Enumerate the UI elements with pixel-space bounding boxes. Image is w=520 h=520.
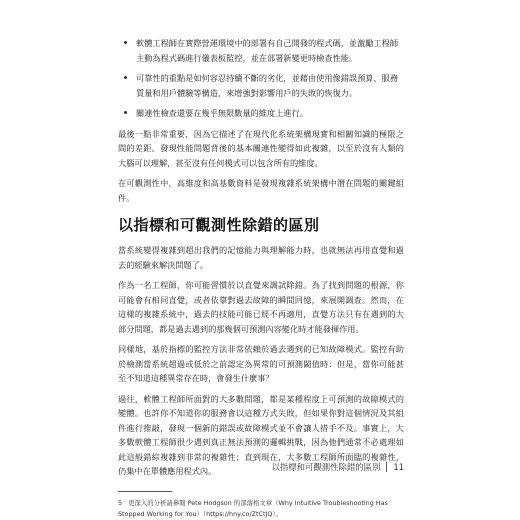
body-paragraph: 在可觀測性中，高維度和高基數資料是發現複雜系統架構中潛在問題的關鍵組件。 <box>118 178 404 203</box>
body-paragraph: 過往，軟體工程師所面對的大多數問題，都是某種程度上可預測的故障模式的變體。也許你不知道你的服務會以這種方式失敗，但如果你對這個情況及其組件進行推敲，發現一個新的錯誤或故障模式並不會讓人措手不及。事實上，大多數軟體工程師很少遇到真正無法預測的邏輯挑戰，因為他們通常不必處理如此這般錯綜複雜到非常的複雜性；直到現在，大多數工程師所面臨的複雜性，仍集中在單體應用程式內。 <box>118 393 404 476</box>
body-paragraph: 當系統變得複雜到超出我們的記憶能力與理解能力時，也就無法再用直覺和過去的經驗來解決問題了。 <box>118 245 404 270</box>
bullet-dot-icon <box>124 76 127 79</box>
bullet-item: 關連性檢查還要在幾乎無限數量的維度上進行。 <box>118 106 404 121</box>
page-footer <box>271 461 404 473</box>
page-content <box>118 36 404 520</box>
footnote-divider <box>118 491 172 492</box>
footnote-text: 更深入的分析請參閱 Pete Hodgson 的部落格文章（Why Intuitive Troubleshooting Has Stopped Working for You）（https://hny.co/ZtCtJQ）。 <box>118 498 388 518</box>
page-number: 11 <box>393 462 404 472</box>
bullet-dot-icon <box>124 41 127 44</box>
bullet-item: 可靠性的重點是如何容忍持續不斷的劣化，並藉由使用像錯誤預算、服務質量和用戶體驗等構造，來增強對影響用戶的失敗的恢復力。 <box>118 71 404 100</box>
body-paragraph: 同樣地，基於指標的監控方法非常依賴於過去遇到的已知故障模式。監控有助於檢測當系統超過或低於之前認定為異常的可預測閾值時：但是，當你可能甚至不知道這種異常存在時，會發生什麼事？ <box>118 344 404 383</box>
footer-separator <box>386 462 387 472</box>
body-paragraph: 最後一點非常重要，因為它描述了在現代化系統架構現實和相關知識的極限之間的差距。發現性能問題背後的基本關連性變得如此複雜，以至於沒有人類的大腦可以理解，甚至沒有任何模式可以包含所有的維度。 <box>118 128 404 168</box>
section-heading: 以指標和可觀測性除錯的區別 <box>118 216 320 234</box>
bullet-dot-icon <box>124 111 127 114</box>
footnote <box>118 498 404 520</box>
footer-section-title: 以指標和可觀測性除錯的區別 <box>271 462 381 472</box>
bullet-item: 軟體工程師在實際營運環境中的部署有自己開發的程式碼，並激勵工程師主動為程式碼進行儀表板監控，並在部署新變更時檢查性能。 <box>118 36 404 65</box>
footnote-number: 5 <box>118 498 123 507</box>
bullet-list <box>118 36 404 121</box>
body-paragraph: 作為一名工程師，你可能習慣於以直覺來調試除錯。為了找到問題的根源，你可能會有相同直覺，或者依靠對過去故障的瞬間回憶，來展開調查。然而，在這樣的複雜系統中，過去的技能可能已經不再適用，直覺方法只有在遇到的大部分問題，都是過去遇到的那幾個可預測內容變化時才能發揮作用。 <box>118 280 404 334</box>
